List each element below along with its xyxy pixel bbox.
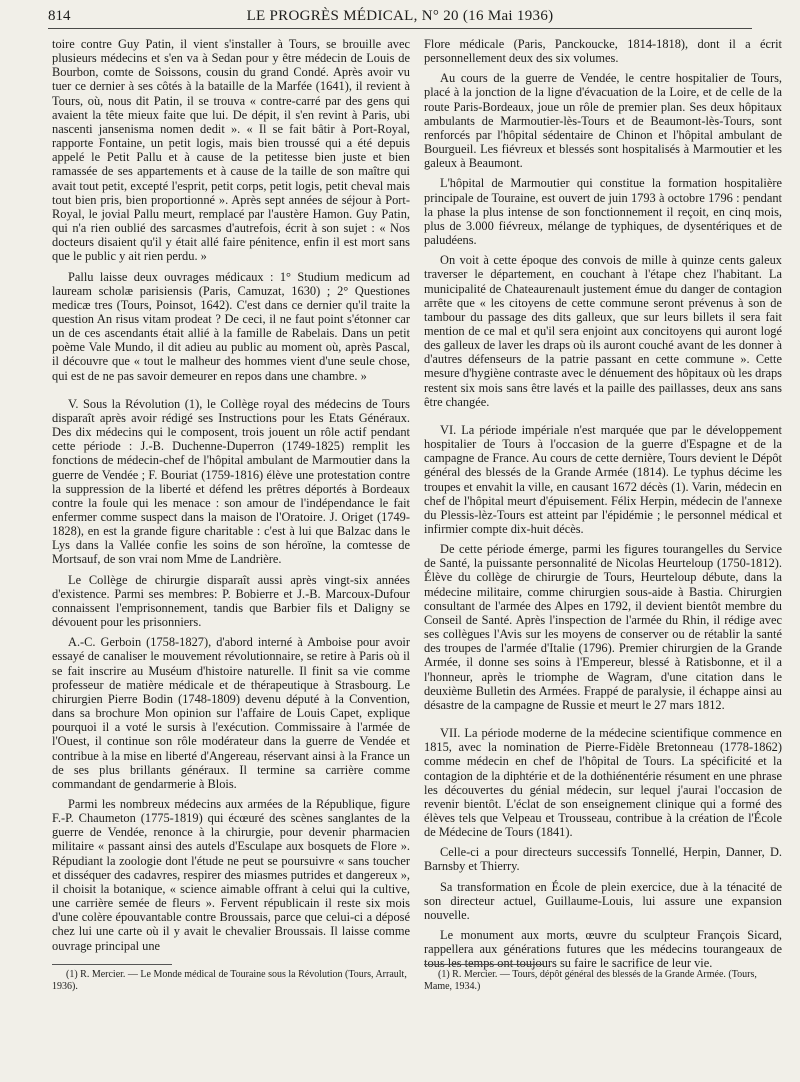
section-imperial: VI. La période impériale n'est marquée que par le développement hospitalier de Tours à l'occasion de la guerre d'Espagne et de la campagne de France. Au cours de cette dernière, Tours devient le Dépôt général des blessés de la Grande Armée (1814). Le typhus décime les troupes et envahit la ville, en causant 1672 décès (1). Varin, médecin en chef de l'hôpital meurt d'épuisement. Félix Herpin, médecin de l'annexe du Plessis-lèz-Tours est atteint par l'épidémie ; le personnel médical et infirmier compte dix-huit décès.: [424, 422, 782, 536]
paragraph: On voit à cette époque des convois de mille à quinze cents galeux traverser le département, en couchant à l'étape chez l'habitant. La municipalité de Chateaurenault justement émue du danger de contagion arrête que « les citoyens de cette commune seront prévenus à son de tambour du passage des dits galleux, que sur leurs billets il sera fait mention de ce mal et qu'il sera enjoint aux concitoyens qui auront logé des galleux de laver les draps où ils auront couché avant de les donner à d'autres défenseurs de la patrie passant en cette commune ». Cette mesure d'hygiène contraste avec le dénuement des hôpitaux où les draps restent six mois sans être lavés et la paille des paillasses, deux ans sans être changée.: [424, 253, 782, 409]
page-header: [48, 8, 752, 29]
paragraph: Au cours de la guerre de Vendée, le centre hospitalier de Tours, placé à la jonction de la ligne d'évacuation de la Loire, et de celle de la route Paris-Bordeaux, joue un rôle de premier plan. Ses deux hôpitaux ambulants de Marmoutier-lès-Tours et de Beaumont-lès-Tours, sont renforcés par l'hôpital sédentaire de Chinon et l'hôpital ambulant de Bourgueil. Les fiévreux et blessés sont hospitalisés à Marmoutier et les galeux à Beaumont.: [424, 71, 782, 171]
paragraph: Le Collège de chirurgie disparaît aussi après vingt-six années d'existence. Parmi ses membres: P. Bobierre et J.-B. Marcoux-Dufour connaissent l'emprisonnement, tandis que Barbier fils et Daligny se dévouent pour les prisonniers.: [52, 572, 410, 630]
footnote-rule: [52, 964, 172, 965]
journal-title: LE PROGRÈS MÉDICAL, N° 20 (16 Mai 1936): [246, 8, 554, 24]
paragraph: L'hôpital de Marmoutier qui constitue la formation hospitalière principale de Touraine, est ouvert de juin 1793 à octobre 1796 : pendant la phase la plus intense de son fonctionnement il reçoit, en cinq mois, plus de 3.000 fiévreux, mélange de typhiques, de dysentériques et de paludéens.: [424, 176, 782, 248]
section-modern: VII. La période moderne de la médecine scientifique commence en 1815, avec la nomination de Pierre-Fidèle Bretonneau (1778-1862) comme médecin en chef de l'hôpital de Tours. La spécificité et la contagion de la diphtérie et de la dothiénentérie résument en une phrase les découvertes du génial médecin, sur lequel j'aurai l'occasion de revenir bientôt. L'éclat de son enseignement clinique qui a formé des élèves tels que Velpeau et Trousseau, contribue à la création de l'École de Médecine de Tours (1841).: [424, 726, 782, 840]
section-revolution: V. Sous la Révolution (1), le Collège royal des médecins de Tours disparaît après avoir rédigé ses Instructions pour les Etats Généraux. Des dix médecins qui le composent, trois jouent un rôle actif pendant cette période : J.-B. Duchenne-Duperron (1749-1825) remplit les fonctions de médecin-chef de l'hôpital ambulant de Marmoutier dans la guerre de Vendée ; F. Bouriat (1759-1816) élève une protestation contre la suppression de la liberté et défend les prêtres déportés à Bordeaux contre la foule qui les menace : son amour de l'indépendance le fait enfermer comme suspect dans la maison de l'Oratoire. J. Origet (1749-1828), en est la grande figure charitable : c'est à lui que Balzac dans le Lys dans la Vallée confie les soins de son héroïne, la comtesse de Mortsauf, de son vrai nom Mme de Landrière.: [52, 396, 410, 567]
paragraph: A.-C. Gerboin (1758-1827), d'abord interné à Amboise pour avoir essayé de canaliser le mouvement révolutionnaire, se retire à Paris où il se fait inscrire au Muséum d'histoire naturelle. Il finit sa vie comme professeur de matière médicale et de thérapeutique à Strasbourg. Le chirurgien Pierre Bodin (1748-1809) devenu député à la Convention, dans sa brochure Mon opinion sur l'affaire de Louis Capet, explique pourquoi il a voté le sursis à l'exécution. Commissaire à l'armée de l'Ouest, il continue son rôle modérateur dans la guerre de Vendée et contribue à la mise en liberté d'Angereau, réservant ainsi à la France un de ses plus brillants généraux. Il termine sa carrière comme commandant de gendarmerie à Blois.: [52, 635, 410, 791]
paragraph: Flore médicale (Paris, Panckoucke, 1814-1818), dont il a écrit personnellement deux des six volumes.: [424, 37, 782, 66]
left-column: [52, 37, 410, 959]
paragraph: toire contre Guy Patin, il vient s'installer à Tours, se brouille avec plusieurs médecins et s'en va à Sedan pour y être médecin de Louis de Bourbon, comte de Soissons, cousin du grand Condé. Après avoir vu tuer ce dernier à ses côtés à la bataille de la Marfée (1641), il revient à Tours, où, nous dit Patin, il se trouva « contre-carré par des gens qui avaient la tête mieux faite que lui. De dépit, il s'en revint à Paris, ubi nascenti jansenisma nomen dedit ». « Il se fait bâtir à Port-Royal, rapporte Fontaine, un petit logis, mais bien troussé qui a été depuis appelé le Petit Pallu et à cause de la petitesse bien juste et bien ramassée de ses appartements et à cause de la taille de son maître qui avait tout petit, excepté l'esprit, petit corps, petit logis, petit cheval mais tout bien pris, bien proportionné ». Après sept années de séjour à Port-Royal, le jovial Pallu meurt, remplacé par l'austère Hamon. Guy Patin, qui n'a rien oublié des sarcasmes d'autrefois, écrit à son sujet : « Nos docteurs disaient qu'il y était allé faire pénitence, enfin il est mort sans que le public y ait rien perdu. »: [52, 37, 410, 264]
footnote-left: [52, 964, 410, 993]
paragraph: Pallu laisse deux ouvrages médicaux : 1° Studium medicum ad lauream scholæ parisiensis (Paris, Camuzat, 1630) ; 2° Questiones medicæ tres (Tours, Poinsot, 1642). C'est dans ce dernier qu'il traite la question An risus vitam prodeat ? De ceci, il ne faut point s'étonner car un de ces ascendants était allié à la famille de Rabelais. Dans un petit poème Vale Mundo, il dit adieu au public au moment où, après Pascal, il découvre que « tout le malheur des hommes vient d'une seule chose, qui est de ne pas savoir demeurer en repos dans une chambre. »: [52, 269, 410, 383]
right-column: [424, 37, 782, 977]
footnote-right: [424, 964, 782, 993]
paragraph: Celle-ci a pour directeurs successifs Tonnellé, Herpin, Danner, D. Barnsby et Thierry.: [424, 845, 782, 874]
page-number: 814: [48, 8, 71, 24]
footnote-text: (1) R. Mercier. — Le Monde médical de Touraine sous la Révolution (Tours, Arrault, 1936).: [52, 969, 407, 992]
paragraph: Le monument aux morts, œuvre du sculpteur François Sicard, rappellera aux générations futures que les médecins tourangeaux de tous les temps ont toujours su faire le sacrifice de leur vie.: [424, 928, 782, 971]
footnote-text: (1) R. Mercier. — Tours, dépôt général des blessés de la Grande Armée. (Tours, Mame, 1934.): [424, 969, 757, 992]
paragraph: Sa transformation en École de plein exercice, due à la ténacité de son directeur actuel, Guillaume-Louis, lui assure une expansion nouvelle.: [424, 879, 782, 922]
paragraph: Parmi les nombreux médecins aux armées de la République, figure F.-P. Chaumeton (1775-1819) qui écœuré des scènes sanglantes de la guerre de Vendée, renonce à la chirurgie, pour devenir pharmacien militaire « passant ainsi des autels d'Esculape aux bosquets de Flore ». Répudiant la zoologie dont l'étude ne peut se poursuivre « sans toucher et disséquer des cadavres, respirer des miasmes putrides et dangereux », il choisit la botanique, « science aimable offrant à celui qui la cultive, une carrière semée de fleurs ». Fervent républicain il reste six mois d'une colère épouvantable contre Broussais, parce que celui-ci a déposé chez lui une carte où il y avait le chevalier Broussais. Il laisse comme ouvrage principal une: [52, 796, 410, 953]
paragraph: De cette période émerge, parmi les figures tourangelles du Service de Santé, la puissante personnalité de Nicolas Heurteloup (1750-1812). Élève du collège de chirurgie de Tours, Heurteloup débute, dans la médecine militaire, comme chirurgien sous-aide à Bastia. Chirurgien consultant de l'armée des Alpes en 1792, il devient bientôt membre du Conseil de Santé. Après l'inspection de l'armée du Rhin, il rédige avec ses collègues l'Avis sur les moyens de conserver ou de rétablir la santé des troupes de l'armée d'Italie (1796). Premier chirurgien de la Grande Armée, il donne ses soins à l'Empereur, blessé à Ratisbonne, et il a l'honneur, après le triomphe de Wagram, d'une citation dans le deuxième Bulletin des Armées. Frappé de paralysie, il échappe ainsi au désastre de la campagne de Russie et meurt le 27 mars 1812.: [424, 542, 782, 712]
footnote-rule: [424, 964, 544, 965]
